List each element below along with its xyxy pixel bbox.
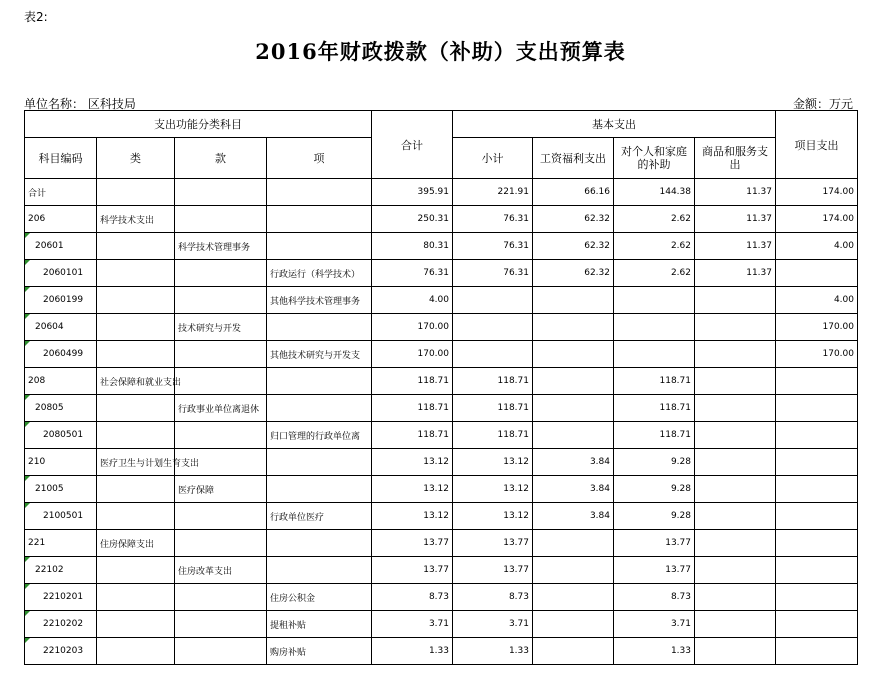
subtotal-cell: 13.77 (453, 530, 533, 557)
code-cell: 2060101 (25, 260, 97, 287)
total-cell: 13.12 (372, 503, 453, 530)
project-cell (776, 611, 858, 638)
lei-cell (97, 422, 175, 449)
goods-services-cell (695, 287, 776, 314)
code-cell: 合计 (25, 179, 97, 206)
table-row (25, 503, 858, 530)
basic-expenditure-header: 基本支出 (453, 111, 776, 138)
table-row (25, 476, 858, 503)
code-cell: 210 (25, 449, 97, 476)
wages-cell (533, 341, 614, 368)
project-cell: 170.00 (776, 341, 858, 368)
wages-cell (533, 611, 614, 638)
code-cell: 21005 (25, 476, 97, 503)
wages-cell (533, 368, 614, 395)
kuan-header: 款 (175, 138, 267, 179)
kuan-cell (175, 503, 267, 530)
individual-subsidy-cell (614, 287, 695, 314)
individual-subsidy-cell: 1.33 (614, 638, 695, 665)
wages-cell: 3.84 (533, 449, 614, 476)
total-cell: 13.77 (372, 557, 453, 584)
lei-cell (97, 584, 175, 611)
wages-cell: 3.84 (533, 476, 614, 503)
xiang-cell (267, 530, 372, 557)
individual-subsidy-cell: 9.28 (614, 449, 695, 476)
goods-services-cell (695, 476, 776, 503)
wages-header: 工资福利支出 (533, 138, 614, 179)
table-row (25, 584, 858, 611)
project-cell (776, 368, 858, 395)
table-row (25, 314, 858, 341)
code-cell: 22102 (25, 557, 97, 584)
xiang-cell: 住房公积金 (267, 584, 372, 611)
project-cell (776, 260, 858, 287)
wages-cell (533, 584, 614, 611)
goods-services-cell (695, 395, 776, 422)
unit-label: 单位名称： (24, 97, 85, 111)
code-cell: 2210202 (25, 611, 97, 638)
lei-cell (97, 341, 175, 368)
xiang-header: 项 (267, 138, 372, 179)
kuan-cell: 医疗保障 (175, 476, 267, 503)
total-cell: 3.71 (372, 611, 453, 638)
kuan-cell (175, 179, 267, 206)
goods-services-cell (695, 557, 776, 584)
goods-services-cell (695, 584, 776, 611)
project-cell (776, 638, 858, 665)
total-cell: 170.00 (372, 341, 453, 368)
lei-cell (97, 476, 175, 503)
code-header: 科目编码 (25, 138, 97, 179)
project-cell (776, 584, 858, 611)
wages-cell (533, 638, 614, 665)
subtotal-cell: 8.73 (453, 584, 533, 611)
lei-cell (97, 611, 175, 638)
goods-services-header: 商品和服务支出 (695, 138, 776, 179)
goods-services-cell: 11.37 (695, 260, 776, 287)
total-cell: 395.91 (372, 179, 453, 206)
total-header: 合计 (372, 111, 453, 179)
lei-cell (97, 179, 175, 206)
xiang-cell (267, 449, 372, 476)
kuan-cell (175, 584, 267, 611)
lei-cell: 科学技术支出 (97, 206, 175, 233)
individual-subsidy-cell: 9.28 (614, 476, 695, 503)
xiang-cell: 行政单位医疗 (267, 503, 372, 530)
subtotal-cell (453, 314, 533, 341)
individual-subsidy-cell: 2.62 (614, 233, 695, 260)
table-row (25, 611, 858, 638)
table-row (25, 368, 858, 395)
kuan-cell (175, 611, 267, 638)
xiang-cell (267, 314, 372, 341)
xiang-cell (267, 368, 372, 395)
individual-subsidy-cell: 118.71 (614, 368, 695, 395)
subtotal-cell: 118.71 (453, 422, 533, 449)
project-cell (776, 476, 858, 503)
subtotal-cell (453, 341, 533, 368)
lei-cell (97, 233, 175, 260)
wages-cell (533, 422, 614, 449)
goods-services-cell (695, 449, 776, 476)
kuan-cell (175, 530, 267, 557)
subtotal-cell: 13.12 (453, 449, 533, 476)
xiang-cell (267, 476, 372, 503)
total-cell: 4.00 (372, 287, 453, 314)
individual-subsidy-cell: 2.62 (614, 260, 695, 287)
table-row (25, 530, 858, 557)
lei-header: 类 (97, 138, 175, 179)
lei-cell (97, 557, 175, 584)
project-cell: 4.00 (776, 287, 858, 314)
goods-services-cell (695, 368, 776, 395)
project-cell: 174.00 (776, 206, 858, 233)
subtotal-cell: 3.71 (453, 611, 533, 638)
project-cell (776, 449, 858, 476)
individual-subsidy-cell: 9.28 (614, 503, 695, 530)
total-cell: 118.71 (372, 395, 453, 422)
individual-subsidy-header: 对个人和家庭的补助 (614, 138, 695, 179)
table-row (25, 206, 858, 233)
total-cell: 76.31 (372, 260, 453, 287)
individual-subsidy-cell (614, 341, 695, 368)
table-row (25, 557, 858, 584)
total-cell: 170.00 (372, 314, 453, 341)
code-cell: 208 (25, 368, 97, 395)
budget-table (24, 110, 858, 665)
wages-cell: 66.16 (533, 179, 614, 206)
project-cell (776, 422, 858, 449)
subtotal-cell: 76.31 (453, 233, 533, 260)
code-cell: 20604 (25, 314, 97, 341)
xiang-cell: 提租补贴 (267, 611, 372, 638)
xiang-cell (267, 395, 372, 422)
subtotal-cell: 118.71 (453, 368, 533, 395)
total-cell: 1.33 (372, 638, 453, 665)
code-cell: 2060199 (25, 287, 97, 314)
wages-cell (533, 395, 614, 422)
subtotal-cell: 1.33 (453, 638, 533, 665)
xiang-cell: 归口管理的行政单位离 (267, 422, 372, 449)
kuan-cell: 科学技术管理事务 (175, 233, 267, 260)
individual-subsidy-cell: 3.71 (614, 611, 695, 638)
total-cell: 13.12 (372, 449, 453, 476)
code-cell: 221 (25, 530, 97, 557)
xiang-cell: 购房补贴 (267, 638, 372, 665)
table-row (25, 638, 858, 665)
table-row (25, 449, 858, 476)
table-row (25, 287, 858, 314)
wages-cell: 3.84 (533, 503, 614, 530)
subtotal-header: 小计 (453, 138, 533, 179)
code-cell: 20601 (25, 233, 97, 260)
individual-subsidy-cell: 8.73 (614, 584, 695, 611)
classification-group-header: 支出功能分类科目 (25, 111, 372, 138)
subtotal-cell: 76.31 (453, 206, 533, 233)
individual-subsidy-cell: 2.62 (614, 206, 695, 233)
page-title: 2016年财政拨款（补助）支出预算表 (255, 39, 626, 64)
project-cell (776, 503, 858, 530)
total-cell: 13.77 (372, 530, 453, 557)
table-row (25, 233, 858, 260)
goods-services-cell (695, 503, 776, 530)
xiang-cell (267, 206, 372, 233)
goods-services-cell: 11.37 (695, 206, 776, 233)
project-cell: 174.00 (776, 179, 858, 206)
total-cell: 250.31 (372, 206, 453, 233)
table-row (25, 179, 858, 206)
lei-cell: 住房保障支出 (97, 530, 175, 557)
subtotal-cell: 13.77 (453, 557, 533, 584)
total-cell: 118.71 (372, 422, 453, 449)
xiang-cell: 其他技术研究与开发支 (267, 341, 372, 368)
kuan-cell (175, 422, 267, 449)
total-cell: 8.73 (372, 584, 453, 611)
wages-cell (533, 287, 614, 314)
goods-services-cell: 11.37 (695, 179, 776, 206)
individual-subsidy-cell: 118.71 (614, 395, 695, 422)
code-cell: 2210201 (25, 584, 97, 611)
kuan-cell (175, 206, 267, 233)
kuan-cell: 住房改革支出 (175, 557, 267, 584)
subtotal-cell (453, 287, 533, 314)
code-cell: 206 (25, 206, 97, 233)
wages-cell: 62.32 (533, 206, 614, 233)
lei-cell (97, 638, 175, 665)
table-row (25, 341, 858, 368)
subtotal-cell: 13.12 (453, 476, 533, 503)
lei-cell (97, 314, 175, 341)
code-cell: 2060499 (25, 341, 97, 368)
project-cell (776, 395, 858, 422)
table-row (25, 260, 858, 287)
wages-cell (533, 530, 614, 557)
individual-subsidy-cell: 13.77 (614, 557, 695, 584)
unit-name: 区科技局 (87, 97, 136, 111)
goods-services-cell (695, 638, 776, 665)
xiang-cell (267, 179, 372, 206)
code-cell: 2210203 (25, 638, 97, 665)
kuan-cell (175, 638, 267, 665)
kuan-cell (175, 260, 267, 287)
project-cell: 4.00 (776, 233, 858, 260)
subtotal-cell: 221.91 (453, 179, 533, 206)
goods-services-cell (695, 422, 776, 449)
lei-cell (97, 260, 175, 287)
kuan-cell (175, 287, 267, 314)
kuan-cell (175, 449, 267, 476)
kuan-cell: 技术研究与开发 (175, 314, 267, 341)
individual-subsidy-cell: 13.77 (614, 530, 695, 557)
table-label: 表2: (24, 10, 48, 24)
goods-services-cell (695, 611, 776, 638)
goods-services-cell (695, 530, 776, 557)
kuan-cell (175, 368, 267, 395)
project-cell: 170.00 (776, 314, 858, 341)
project-expenditure-header: 项目支出 (776, 111, 858, 179)
total-cell: 13.12 (372, 476, 453, 503)
wages-cell: 62.32 (533, 260, 614, 287)
individual-subsidy-cell: 118.71 (614, 422, 695, 449)
lei-cell: 社会保障和就业支出 (97, 368, 175, 395)
total-cell: 118.71 (372, 368, 453, 395)
code-cell: 2080501 (25, 422, 97, 449)
lei-cell (97, 395, 175, 422)
lei-cell (97, 503, 175, 530)
table-row (25, 395, 858, 422)
lei-cell: 医疗卫生与计划生育支出 (97, 449, 175, 476)
wages-cell (533, 557, 614, 584)
xiang-cell: 其他科学技术管理事务 (267, 287, 372, 314)
subtotal-cell: 118.71 (453, 395, 533, 422)
xiang-cell: 行政运行（科学技术） (267, 260, 372, 287)
xiang-cell (267, 557, 372, 584)
table-body (25, 179, 858, 665)
wages-cell (533, 314, 614, 341)
individual-subsidy-cell: 144.38 (614, 179, 695, 206)
goods-services-cell (695, 341, 776, 368)
total-cell: 80.31 (372, 233, 453, 260)
goods-services-cell: 11.37 (695, 233, 776, 260)
kuan-cell (175, 341, 267, 368)
table-row (25, 422, 858, 449)
kuan-cell: 行政事业单位离退休 (175, 395, 267, 422)
individual-subsidy-cell (614, 314, 695, 341)
subtotal-cell: 76.31 (453, 260, 533, 287)
goods-services-cell (695, 314, 776, 341)
project-cell (776, 530, 858, 557)
project-cell (776, 557, 858, 584)
code-cell: 2100501 (25, 503, 97, 530)
xiang-cell (267, 233, 372, 260)
code-cell: 20805 (25, 395, 97, 422)
subtotal-cell: 13.12 (453, 503, 533, 530)
lei-cell (97, 287, 175, 314)
amount-unit: 金额：万元 (792, 97, 853, 111)
wages-cell: 62.32 (533, 233, 614, 260)
